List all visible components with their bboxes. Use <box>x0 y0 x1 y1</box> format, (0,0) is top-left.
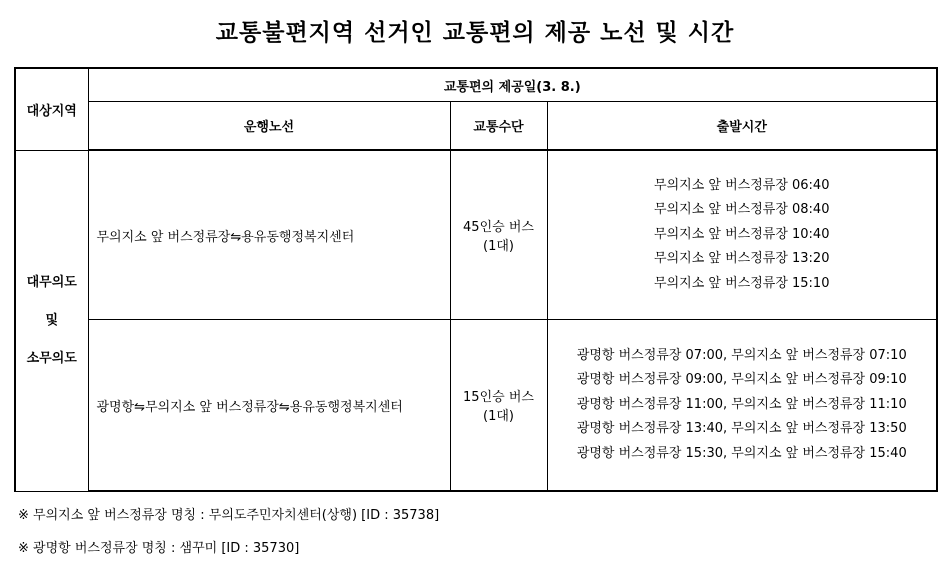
header-region: 대상지역 <box>15 68 88 150</box>
departure-time: 무의지소 앞 버스정류장 10:40 <box>654 226 830 242</box>
departure-time: 무의지소 앞 버스정류장 15:10 <box>654 275 830 291</box>
departure-time: 광명항 버스정류장 13:40, 무의지소 앞 버스정류장 13:50 <box>576 421 907 437</box>
header-vehicle: 교통수단 <box>450 102 547 151</box>
region-line: 소무의도 <box>26 350 77 366</box>
departure-time: 광명항 버스정류장 15:30, 무의지소 앞 버스정류장 15:40 <box>576 445 907 461</box>
vehicle-count: (1대) <box>483 239 514 254</box>
header-row-1 <box>15 68 937 102</box>
departure-time: 광명항 버스정류장 11:00, 무의지소 앞 버스정류장 11:10 <box>576 396 907 412</box>
departure-cell <box>547 150 937 320</box>
footnote: ※ 광명항 버스정류장 명칭 : 샘꾸미 [ID : 35730] <box>18 541 300 556</box>
departure-time: 광명항 버스정류장 07:00, 무의지소 앞 버스정류장 07:10 <box>576 347 907 363</box>
departure-time: 광명항 버스정류장 09:00, 무의지소 앞 버스정류장 09:10 <box>576 372 907 388</box>
page-title: 교통불편지역 선거인 교통편의 제공 노선 및 시간 <box>215 20 735 46</box>
region-cell <box>15 150 88 491</box>
vehicle-cell <box>450 320 547 492</box>
departure-time: 무의지소 앞 버스정류장 13:20 <box>654 251 830 267</box>
header-row-2 <box>15 102 937 151</box>
region-line: 및 <box>45 312 59 328</box>
departure-time: 무의지소 앞 버스정류장 08:40 <box>654 202 830 218</box>
schedule-table <box>14 67 938 492</box>
table-row <box>15 150 937 320</box>
route-cell: 광명항⇋무의지소 앞 버스정류장⇋용유동행정복지센터 <box>88 320 450 492</box>
departure-time: 무의지소 앞 버스정류장 06:40 <box>654 177 830 193</box>
footnote: ※ 무의지소 앞 버스정류장 명칭 : 무의도주민자치센터(상행) [ID : 35738] <box>18 508 440 523</box>
header-date: 교통편의 제공일(3. 8.) <box>88 68 937 102</box>
table-row <box>15 320 937 492</box>
vehicle-count: (1대) <box>483 409 514 424</box>
vehicle-type: 15인승 버스 <box>463 390 534 405</box>
route-cell: 무의지소 앞 버스정류장⇋용유동행정복지센터 <box>88 150 450 320</box>
vehicle-type: 45인승 버스 <box>463 220 534 235</box>
footnotes <box>18 499 439 565</box>
region-line: 대무의도 <box>26 274 77 290</box>
departure-cell <box>547 320 937 492</box>
vehicle-cell <box>450 150 547 320</box>
header-departure: 출발시간 <box>547 102 937 151</box>
header-route: 운행노선 <box>88 102 450 151</box>
